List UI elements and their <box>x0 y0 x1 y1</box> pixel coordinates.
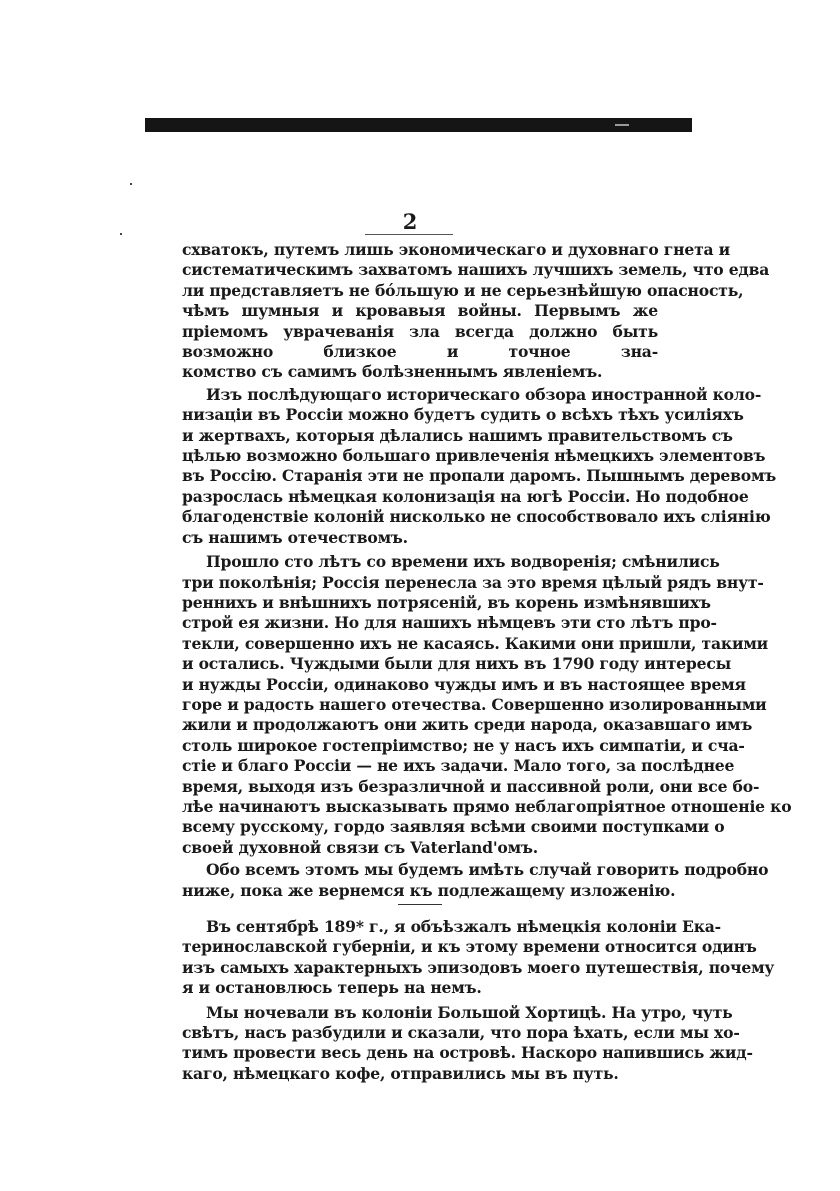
text-line: строй ея жизни. Но для нашихъ нѣмцевъ эти сто лѣтъ про- <box>182 613 717 633</box>
text-line: низаціи въ Россіи можно будетъ судить о всѣхъ тѣхъ усиліяхъ <box>182 405 744 425</box>
page-number: 2 <box>402 209 418 234</box>
speck <box>120 233 122 235</box>
paragraph <box>182 860 769 901</box>
text-line: систематическимъ захватомъ нашихъ лучшихъ земель, что едва <box>182 260 770 280</box>
page-number-rule <box>365 234 453 235</box>
text-line: съ нашимъ отечествомъ. <box>182 527 408 547</box>
text-line: благоденствіе колоній нисколько не способствовало ихъ сліянію <box>182 507 771 527</box>
text-line: схватокъ, путемъ лишь экономическаго и духовнаго гнета и <box>182 240 731 259</box>
rule-nick <box>615 124 629 126</box>
text-line: и нужды Россіи, одинаково чужды имъ и въ настоящее время <box>182 674 746 694</box>
text-line: изъ самыхъ характерныхъ эпизодовъ моего путешествія, почему <box>182 957 775 977</box>
text-line: каго, нѣмецкаго кофе, отправились мы въ путь. <box>182 1063 619 1083</box>
text-line: чѣмъ шумныя и кровавыя войны. Первымъ же пріемомъ уврачеванія зла всегда должно быть возможно близкое и точное зна- <box>182 301 658 362</box>
text-line: Мы ночевали въ колоніи Большой Хортицѣ. На утро, чуть <box>206 1002 733 1022</box>
paragraph <box>182 1002 753 1085</box>
text-line: и жертвахъ, которыя дѣлались нашимъ правительствомъ съ <box>182 425 733 445</box>
text-line: ниже, пока же вернемся къ подлежащему изложенію. <box>182 880 676 900</box>
top-rule <box>145 118 692 132</box>
paragraph <box>182 384 777 548</box>
text-line: въ Россію. Старанія эти не пропали даромъ. Пышнымъ деревомъ <box>182 466 777 486</box>
paragraph <box>182 552 792 858</box>
text-line: разрослась нѣмецкая колонизація на югѣ Россіи. Но подобное <box>182 486 749 506</box>
text-line: столь широкое гостепріимство; не у насъ ихъ симпатіи, и сча- <box>182 735 745 755</box>
speck <box>130 183 132 185</box>
section-divider <box>398 904 442 905</box>
text-line: Въ сентябрѣ 189* г., я объѣзжалъ нѣмецкія колоніи Ека- <box>206 917 721 936</box>
text-line: ли представляетъ не бóльшую и не серьезнѣйшую опасность, <box>182 280 744 300</box>
text-line: я и остановлюсь теперь на немъ. <box>182 978 482 998</box>
text-line: тимъ провести весь день на островѣ. Наскоро напившись жид- <box>182 1043 753 1063</box>
text-line: время, выходя изъ безразличной и пассивной роли, они все бо- <box>182 776 760 796</box>
text-line: три поколѣнія; Россія перенесла за это время цѣлый рядъ внут- <box>182 572 764 592</box>
paragraph <box>182 917 775 999</box>
text-line: горе и радость нашего отечества. Совершенно изолированными <box>182 694 767 714</box>
text-line: Изъ послѣдующаго историческаго обзора иностранной коло- <box>206 384 762 404</box>
text-line: теринославской губерніи, и къ этому времени относится одинъ <box>182 937 757 957</box>
paragraph <box>182 240 770 383</box>
body-text <box>182 240 792 1086</box>
text-line: всему русскому, гордо заявляя всѣми своими поступками о <box>182 817 725 837</box>
text-line: Прошло сто лѣтъ со времени ихъ водворенія; смѣнились <box>206 552 720 572</box>
text-line: цѣлью возможно большаго привлеченія нѣмецкихъ элементовъ <box>182 446 766 466</box>
text-line: текли, совершенно ихъ не касаясь. Какими они пришли, такими <box>182 633 769 653</box>
text-line: своей духовной связи съ Vaterland'омъ. <box>182 837 538 857</box>
text-line: свѣтъ, насъ разбудили и сказали, что пора ѣхать, если мы хо- <box>182 1023 740 1043</box>
text-line: реннихъ и внѣшнихъ потрясеній, въ корень измѣнявшихъ <box>182 592 711 612</box>
text-line: жили и продолжаютъ они жить среди народа, оказавшаго имъ <box>182 715 753 735</box>
text-line: комство съ самимъ болѣзненнымъ явленіемъ. <box>182 362 603 382</box>
text-line: Обо всемъ этомъ мы будемъ имѣть случай говорить подробно <box>206 860 769 880</box>
text-line: и остались. Чуждыми были для нихъ въ 1790 году интересы <box>182 654 732 674</box>
text-line: стіе и благо Россіи — не ихъ задачи. Мало того, за послѣднее <box>182 756 735 776</box>
text-line: лѣе начинаютъ высказывать прямо неблагопріятное отношеніе ко <box>182 796 792 816</box>
